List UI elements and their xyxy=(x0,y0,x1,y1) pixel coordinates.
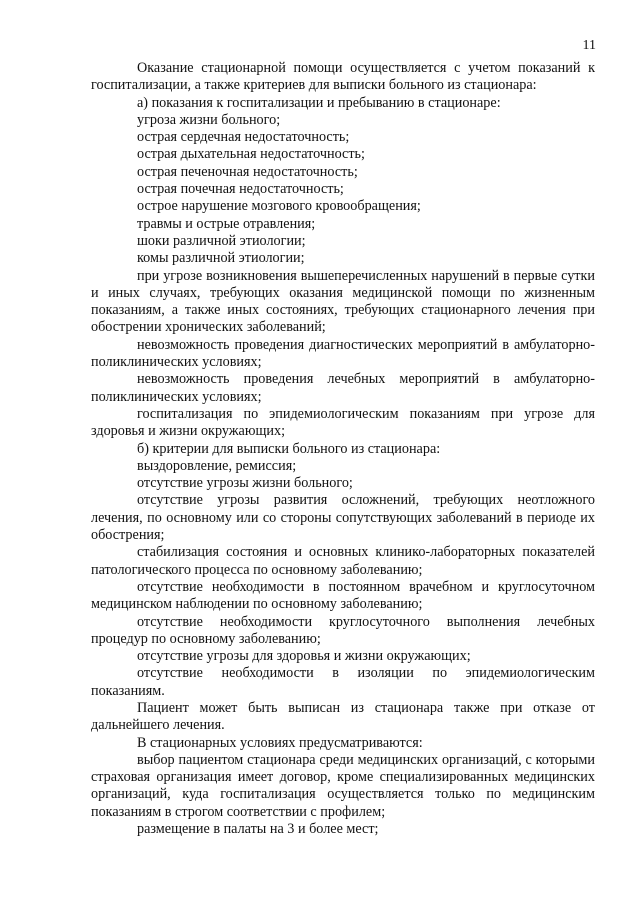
list-item: отсутствие угрозы жизни больного; xyxy=(137,475,353,492)
paragraph: В стационарных условиях предусматриваются: xyxy=(137,734,423,751)
section-heading-a: а) показания к госпитализации и пребыванию в стационаре: xyxy=(137,94,501,111)
list-item: при угрозе возникновения вышеперечисленных нарушений в первые сутки и иных случаях, требующих оказания медицинской помощи по жизненным показаниям, а также иных состояниях, требующих стационарного лечения при обострении хронических заболеваний; xyxy=(91,267,595,336)
list-item: отсутствие угрозы для здоровья и жизни окружающих; xyxy=(137,648,471,665)
section-heading-b: б) критерии для выписки больного из стационара: xyxy=(137,440,441,457)
list-item: острая почечная недостаточность; xyxy=(137,181,344,198)
paragraph: Пациент может быть выписан из стационара также при отказе от дальнейшего лечения. xyxy=(91,699,595,734)
list-item: госпитализация по эпидемиологическим показаниям при угрозе для здоровья и жизни окружающих; xyxy=(91,405,595,440)
list-item: острое нарушение мозгового кровообращения; xyxy=(137,198,421,215)
list-item: отсутствие необходимости круглосуточного выполнения лечебных процедур по основному заболеванию; xyxy=(91,613,595,647)
list-item: выздоровление, ремиссия; xyxy=(137,457,297,474)
list-item: угроза жизни больного; xyxy=(137,111,281,128)
list-item: острая печеночная недостаточность; xyxy=(137,163,358,180)
list-item: острая дыхательная недостаточность; xyxy=(137,146,365,163)
list-item: размещение в палаты на 3 и более мест; xyxy=(137,821,379,838)
list-item: острая сердечная недостаточность; xyxy=(137,129,350,146)
list-item: выбор пациентом стационара среди медицинских организаций, с которыми страховая организация имеет договор, кроме специализированных медицинских организаций, куда госпитализация осуществляется только по медицинским показаниям в строгом соответствии с профилем; xyxy=(91,751,595,820)
list-item: отсутствие необходимости в постоянном врачебном и круглосуточном медицинском наблюдении по основному заболеванию; xyxy=(91,578,595,613)
list-item: комы различной этиологии; xyxy=(137,250,305,267)
list-item: отсутствие необходимости в изоляции по эпидемиологическим показаниям. xyxy=(91,665,595,699)
paragraph: Оказание стационарной помощи осуществляется с учетом показаний к госпитализации, а также критериев для выписки больного из стационара: xyxy=(91,60,595,94)
list-item: отсутствие угрозы развития осложнений, требующих неотложного лечения, по основному или со стороны сопутствующих заболеваний в периоде их обострения; xyxy=(91,492,595,544)
list-item: невозможность проведения диагностических мероприятий в амбулаторно-поликлинических условиях; xyxy=(91,336,595,371)
list-item: невозможность проведения лечебных мероприятий в амбулаторно-поликлинических условиях; xyxy=(91,371,595,405)
document-body xyxy=(91,60,595,838)
list-item: шоки различной этиологии; xyxy=(137,232,306,249)
list-item: стабилизация состояния и основных клинико-лабораторных показателей патологического процесса по основному заболеванию; xyxy=(91,544,595,578)
list-item: травмы и острые отравления; xyxy=(137,215,316,232)
page-number: 11 xyxy=(582,38,596,53)
